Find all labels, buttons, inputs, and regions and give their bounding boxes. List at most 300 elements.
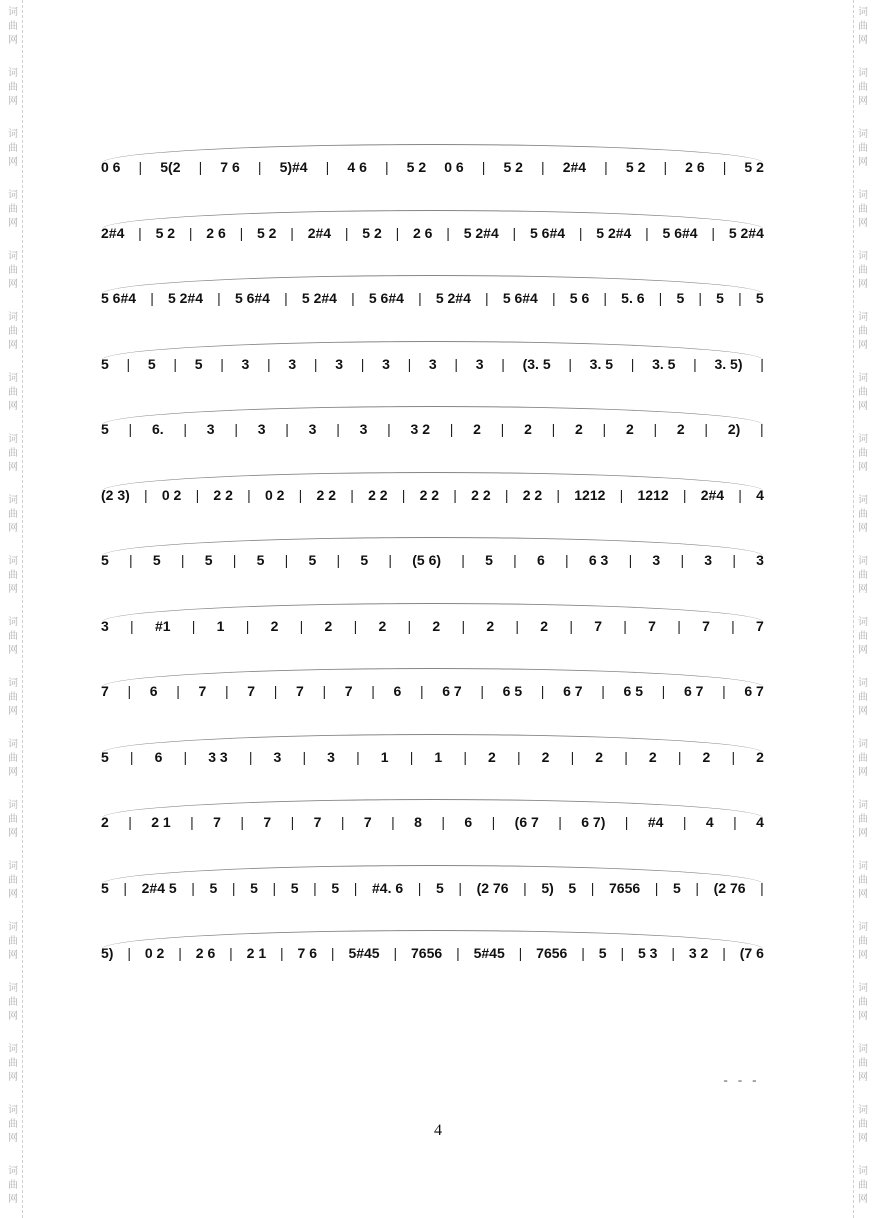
watermark-glyph: 词 [8, 68, 18, 79]
bar-line: | [704, 421, 709, 437]
note-group: 1 [434, 748, 443, 765]
note-group: 4 [756, 486, 764, 503]
watermark-glyph-group [4, 433, 22, 475]
watermark-glyph: 曲 [8, 265, 18, 276]
note-group: 3 [101, 617, 109, 634]
bar-line: | [453, 486, 457, 503]
bar-line: | [456, 945, 460, 961]
watermark-glyph: 词 [858, 1105, 868, 1116]
note-group: 6. [151, 421, 164, 437]
watermark-glyph: 曲 [8, 509, 18, 520]
watermark-glyph: 词 [858, 129, 868, 140]
bar-line: | [325, 159, 330, 175]
note-group: 5#45 [473, 945, 505, 961]
watermark-glyph: 曲 [8, 631, 18, 642]
watermark-glyph: 词 [8, 617, 18, 628]
note-group: 5. 6 [621, 290, 645, 306]
note-group: 7 6 [220, 159, 240, 175]
note-group: 5 2#4 [463, 224, 499, 241]
bar-line: | [671, 945, 675, 961]
bar-line: | [722, 683, 726, 699]
watermark-glyph: 曲 [8, 326, 18, 337]
bar-line: | [298, 486, 303, 503]
bar-line: | [138, 159, 143, 175]
note-group: (7 6 [739, 945, 764, 961]
bar-line: | [195, 486, 200, 503]
watermark-glyph: 网 [858, 645, 868, 656]
note-group: 0 2 [144, 945, 165, 961]
watermark-glyph: 词 [8, 1044, 18, 1055]
note-group: 5 [360, 552, 369, 568]
note-group: 0 6 [101, 159, 121, 175]
bar-line: | [417, 879, 422, 896]
bar-line: | [565, 552, 569, 568]
bar-line: | [344, 224, 349, 241]
note-group: 4 [756, 814, 764, 830]
watermark-glyph-group [854, 677, 872, 719]
bar-line: | [393, 945, 398, 961]
bar-line: | [628, 552, 633, 568]
note-group: 3 [382, 355, 390, 372]
bar-line: | [234, 421, 238, 437]
note-group: (3. 5 [522, 355, 551, 372]
bar-line: | [630, 355, 635, 372]
bar-line: | [409, 748, 414, 765]
watermark-glyph: 网 [8, 645, 18, 656]
note-group: 5#45 [348, 945, 380, 961]
bar-line: | [693, 355, 697, 372]
watermark-glyph: 曲 [8, 997, 18, 1008]
bar-line: | [722, 159, 727, 175]
watermark-glyph: 曲 [858, 753, 868, 764]
bar-line: | [653, 421, 658, 437]
watermark-glyph: 网 [858, 1072, 868, 1083]
note-group: 5 [308, 552, 317, 568]
bar-line: | [290, 814, 295, 830]
bar-line: | [695, 879, 700, 896]
watermark-glyph-group [854, 494, 872, 536]
note-group: 5 2#4 [728, 224, 764, 241]
note-group: (5 6) [412, 552, 442, 568]
bar-line: | [299, 617, 304, 634]
note-group: 4 6 [347, 159, 367, 175]
note-group: 5 [716, 290, 724, 306]
bar-line: | [645, 224, 649, 241]
watermark-glyph: 曲 [8, 570, 18, 581]
note-group: (2 76 [476, 879, 509, 896]
watermark-glyph: 词 [858, 7, 868, 18]
watermark-glyph-group [854, 250, 872, 292]
watermark-glyph: 词 [8, 800, 18, 811]
note-group: 3. 5) [714, 355, 743, 372]
bar-line: | [313, 355, 318, 372]
bar-line: | [128, 421, 133, 437]
bar-line: | [273, 683, 278, 699]
note-group: 5 6#4 [234, 290, 270, 306]
bar-line: | [458, 879, 462, 896]
note-group: 5 [101, 748, 109, 765]
bar-line: | [191, 617, 196, 634]
note-group: 3 [288, 355, 297, 372]
page-number: 4 [434, 1122, 442, 1139]
bar-line: | [138, 224, 142, 241]
watermark-glyph: 词 [858, 434, 868, 445]
watermark-glyph: 词 [858, 1044, 868, 1055]
watermark-glyph: 词 [8, 251, 18, 262]
bar-line: | [336, 552, 341, 568]
watermark-glyph: 词 [858, 922, 868, 933]
note-group: 5 2 [625, 159, 646, 175]
note-group: 2 1 [151, 814, 171, 830]
score-line [100, 412, 765, 446]
bar-line: | [127, 683, 132, 699]
watermark-glyph: 网 [8, 218, 18, 229]
watermark-glyph-group [4, 1165, 22, 1207]
watermark-glyph: 网 [8, 340, 18, 351]
note-group: 3 3 [208, 748, 228, 765]
watermark-glyph: 曲 [8, 143, 18, 154]
note-group: 5 [435, 879, 444, 896]
watermark-glyph-group [854, 372, 872, 414]
bar-line: | [658, 290, 663, 306]
watermark-glyph: 词 [8, 556, 18, 567]
bar-line: | [590, 879, 595, 896]
bar-line: | [401, 486, 406, 503]
bar-line: | [350, 486, 354, 503]
bar-line: | [144, 486, 148, 503]
watermark-glyph: 网 [858, 1194, 868, 1205]
bar-line: | [191, 879, 195, 896]
watermark-glyph: 网 [8, 1011, 18, 1022]
watermark-glyph: 网 [8, 767, 18, 778]
watermark-glyph-group [854, 860, 872, 902]
watermark-glyph: 曲 [858, 21, 868, 32]
note-group: 5(2 [160, 159, 181, 175]
watermark-glyph: 曲 [858, 1180, 868, 1191]
note-group: 2 2 [419, 486, 440, 503]
note-group: 5 6#4 [502, 290, 538, 306]
bar-line: | [677, 748, 682, 765]
note-group: 5 2#4 [596, 224, 632, 241]
note-group: 5 2#4 [301, 290, 337, 306]
note-group: 3. 5 [652, 355, 676, 372]
bar-line: | [257, 159, 262, 175]
watermark-glyph: 曲 [858, 570, 868, 581]
note-group: 5 6 [569, 290, 590, 306]
note-group: 7 [101, 683, 109, 699]
note-group: 7 [702, 617, 710, 634]
watermark-glyph: 曲 [8, 1180, 18, 1191]
watermark-glyph: 网 [858, 35, 868, 46]
note-group: 6 3 [588, 552, 609, 568]
left-watermark-strip [4, 0, 23, 1218]
note-group: 3 2 [410, 421, 430, 437]
note-group: 6 [393, 683, 402, 699]
watermark-glyph-group [4, 555, 22, 597]
note-group: 6 [537, 552, 545, 568]
watermark-glyph: 词 [8, 678, 18, 689]
bar-line: | [391, 814, 395, 830]
note-group: 2 [625, 421, 634, 437]
watermark-glyph: 网 [858, 950, 868, 961]
watermark-glyph: 词 [858, 678, 868, 689]
bar-line: | [500, 421, 505, 437]
watermark-glyph: 曲 [858, 448, 868, 459]
watermark-glyph: 曲 [858, 997, 868, 1008]
watermark-glyph: 曲 [8, 814, 18, 825]
note-group: 5 [290, 879, 299, 896]
watermark-glyph: 曲 [858, 82, 868, 93]
bar-line: | [480, 683, 485, 699]
note-group: 3 [756, 552, 764, 568]
watermark-glyph: 曲 [858, 204, 868, 215]
bar-line: | [188, 224, 193, 241]
note-group: 2 2 [316, 486, 336, 503]
watermark-glyph: 词 [858, 373, 868, 384]
bar-line: | [229, 945, 233, 961]
note-group: 3 [308, 421, 317, 437]
watermark-glyph: 网 [8, 828, 18, 839]
bar-line: | [512, 224, 517, 241]
bar-line: | [733, 814, 737, 830]
score-line [100, 609, 765, 643]
note-group: 2 [702, 748, 711, 765]
note-group: 1 [380, 748, 389, 765]
watermark-glyph-group [4, 616, 22, 658]
note-group: 5 2 [257, 224, 277, 241]
watermark-glyph: 词 [858, 556, 868, 567]
bar-line: | [558, 814, 562, 830]
note-group: 7 [296, 683, 304, 699]
watermark-glyph: 曲 [8, 936, 18, 947]
score-line [100, 740, 765, 774]
watermark-glyph: 网 [858, 706, 868, 717]
watermark-glyph: 网 [8, 706, 18, 717]
bar-line: | [680, 552, 685, 568]
bar-line: | [150, 290, 154, 306]
note-group: 6 5 [502, 683, 523, 699]
bar-line: | [284, 290, 288, 306]
score-line [100, 216, 765, 250]
bar-line: | [336, 421, 340, 437]
note-group: 7 [594, 617, 603, 634]
watermark-glyph-group [4, 67, 22, 109]
note-group: 2#4 [307, 224, 332, 241]
watermark-glyph-group [4, 250, 22, 292]
watermark-glyph: 网 [858, 218, 868, 229]
bar-line: | [239, 224, 244, 241]
note-group: 6 [464, 814, 473, 830]
watermark-glyph: 网 [8, 96, 18, 107]
note-group: #4. 6 [372, 879, 404, 896]
note-group: 3 [704, 552, 713, 568]
bar-line: | [231, 879, 236, 896]
bar-line: | [624, 748, 628, 765]
watermark-glyph: 曲 [8, 204, 18, 215]
note-group: 0 2 [264, 486, 285, 503]
note-group: 4 [705, 814, 714, 830]
bar-line: | [485, 290, 489, 306]
bar-line: | [682, 486, 687, 503]
watermark-glyph: 曲 [858, 326, 868, 337]
note-group: (6 7 [514, 814, 539, 830]
bar-line: | [663, 159, 668, 175]
watermark-glyph-group [4, 799, 22, 841]
note-group: 3 [335, 355, 344, 372]
right-watermark-strip [853, 0, 872, 1218]
note-group: 2 [486, 617, 495, 634]
note-group: 5 2#4 [435, 290, 471, 306]
bar-line: | [313, 879, 317, 896]
bar-line: | [353, 879, 358, 896]
watermark-glyph: 词 [8, 312, 18, 323]
watermark-glyph: 曲 [858, 143, 868, 154]
bar-line: | [407, 617, 412, 634]
bar-line: | [682, 814, 687, 830]
note-group: 5 [755, 290, 764, 306]
watermark-glyph-group [854, 189, 872, 231]
bar-line: | [461, 617, 466, 634]
bar-line: | [624, 814, 629, 830]
bar-line: | [284, 552, 289, 568]
bar-line: | [419, 683, 424, 699]
note-group: 5 [194, 355, 203, 372]
bar-line: | [540, 683, 545, 699]
bar-line: | [732, 552, 736, 568]
watermark-glyph: 词 [858, 1166, 868, 1177]
note-group: 7 [247, 683, 256, 699]
watermark-glyph-group [4, 311, 22, 353]
note-group: 5 2 [744, 159, 764, 175]
bar-line: | [491, 814, 496, 830]
watermark-glyph: 网 [8, 1072, 18, 1083]
watermark-glyph: 词 [858, 312, 868, 323]
note-group: #4 [647, 814, 664, 830]
watermark-glyph: 词 [858, 68, 868, 79]
watermark-glyph-group [854, 799, 872, 841]
note-group: 2 [676, 421, 685, 437]
score-line [100, 347, 765, 381]
note-group: 2 6 [685, 159, 705, 175]
note-group: 3 [359, 421, 368, 437]
watermark-glyph: 网 [8, 950, 18, 961]
watermark-glyph: 网 [8, 157, 18, 168]
bar-line: | [604, 159, 608, 175]
note-group: 2 6 [195, 945, 216, 961]
bar-line: | [551, 421, 556, 437]
bar-line: | [556, 486, 561, 503]
note-group: 8 [414, 814, 422, 830]
note-group: 3 [206, 421, 215, 437]
watermark-glyph: 词 [858, 983, 868, 994]
note-group: 3 [257, 421, 266, 437]
watermark-glyph: 网 [8, 523, 18, 534]
watermark-glyph-group [854, 982, 872, 1024]
bar-line: | [568, 355, 572, 372]
watermark-glyph: 网 [858, 767, 868, 778]
watermark-glyph: 网 [858, 401, 868, 412]
note-group: 5 2#4 [167, 290, 204, 306]
watermark-glyph-group [4, 982, 22, 1024]
watermark-glyph: 词 [858, 251, 868, 262]
watermark-glyph: 网 [858, 1011, 868, 1022]
bar-line: | [280, 945, 284, 961]
note-group: 7656 [411, 945, 443, 961]
note-group: 2 [541, 748, 550, 765]
note-group: 5 [101, 879, 109, 896]
watermark-glyph-group [4, 738, 22, 780]
watermark-glyph: 网 [8, 35, 18, 46]
note-group: 7 [313, 814, 322, 830]
note-group: 6 [154, 748, 163, 765]
note-group: 3 [475, 355, 484, 372]
watermark-glyph: 网 [8, 584, 18, 595]
note-group: 6 7 [683, 683, 704, 699]
watermark-glyph-group [854, 433, 872, 475]
bar-line: | [463, 748, 467, 765]
note-group: 6 7 [442, 683, 462, 699]
watermark-glyph-group [4, 860, 22, 902]
note-group: 1212 [637, 486, 669, 503]
watermark-glyph: 词 [8, 7, 18, 18]
bar-line: | [384, 159, 389, 175]
note-group: 2 2 [213, 486, 233, 503]
watermark-glyph: 网 [8, 462, 18, 473]
note-group: 5 [152, 552, 161, 568]
bar-line: | [129, 748, 134, 765]
watermark-glyph: 网 [858, 279, 868, 290]
watermark-glyph-group [4, 677, 22, 719]
note-group: 7 6 [297, 945, 318, 961]
note-group: 5)#4 [279, 159, 308, 175]
note-group: 2 [324, 617, 333, 634]
bar-line: | [446, 224, 450, 241]
note-group: 5) [101, 945, 114, 961]
bar-line: | [581, 945, 585, 961]
watermark-glyph-group [854, 1043, 872, 1085]
bar-line: | [183, 421, 188, 437]
bar-line: | [183, 748, 188, 765]
note-group: 2 [756, 748, 764, 765]
watermark-glyph: 词 [8, 922, 18, 933]
watermark-glyph: 曲 [858, 692, 868, 703]
watermark-glyph-group [4, 6, 22, 48]
bar-line: | [267, 355, 271, 372]
watermark-glyph-group [4, 1043, 22, 1085]
note-group: 5 [568, 879, 577, 896]
watermark-glyph: 网 [858, 1133, 868, 1144]
note-group: 2 [101, 814, 109, 830]
note-group: 2 2 [368, 486, 388, 503]
note-group: 5 [673, 879, 681, 896]
note-group: 5 [101, 421, 109, 437]
watermark-glyph: 词 [8, 983, 18, 994]
watermark-glyph: 曲 [858, 936, 868, 947]
note-group: (2 76 [713, 879, 746, 896]
bar-line: | [418, 290, 422, 306]
note-group: 3 [652, 552, 661, 568]
bar-line: | [569, 617, 573, 634]
score-line [100, 805, 765, 839]
watermark-glyph: 网 [8, 1133, 18, 1144]
bar-line: | [290, 224, 294, 241]
note-group: 5 [250, 879, 258, 896]
watermark-glyph: 词 [858, 739, 868, 750]
note-group: 7 [756, 617, 764, 634]
bar-line: | [240, 814, 245, 830]
note-group: 2 [488, 748, 496, 765]
bar-line: | [541, 159, 545, 175]
